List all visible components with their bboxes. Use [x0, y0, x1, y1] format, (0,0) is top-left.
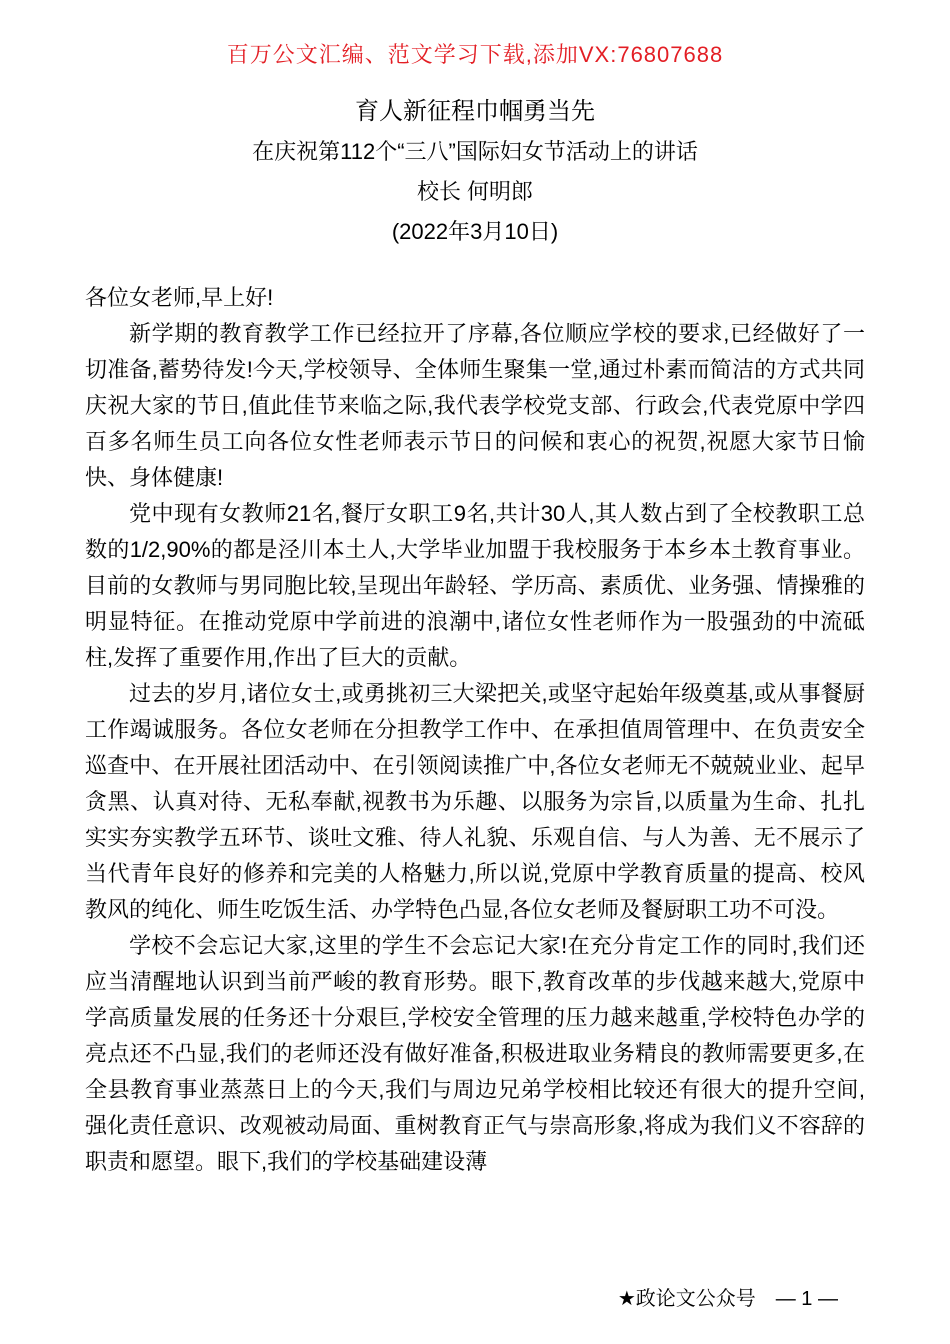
- doc-title: 育人新征程巾帼勇当先: [355, 98, 595, 125]
- footer-brand: ★政论文公众号: [617, 1288, 756, 1310]
- salutation-line: 各位女老师,早上好!: [85, 285, 274, 310]
- speech-body: [85, 280, 865, 1180]
- doc-subtitle: 在庆祝第112个“三八”国际妇女节活动上的讲话: [252, 139, 698, 164]
- body-paragraph: 过去的岁月,诸位女士,或勇挑初三大梁把关,或坚守起始年级奠基,或从事餐厨工作竭诚服务。各位女老师在分担教学工作中、在承担值周管理中、在负责安全巡查中、在开展社团活动中、在引领阅读推广中,各位女老师无不兢兢业业、起早贪黑、认真对待、无私奉献,视教书为乐趣、以服务为宗旨,以质量为生命、扎扎实实夯实教学五环节、谈吐文雅、待人礼貌、乐观自信、与人为善、无不展示了当代青年良好的修养和完美的人格魅力,所以说,党原中学教育质量的提高、校风教风的纯化、师生吃饭生活、办学特色凸显,各位女老师及餐厨职工功不可没。: [85, 681, 865, 922]
- title-block: [0, 92, 950, 252]
- promo-banner: 百万公文汇编、范文学习下载,添加VX:76807688: [226, 42, 724, 67]
- body-paragraph: 学校不会忘记大家,这里的学生不会忘记大家!在充分肯定工作的同时,我们还应当清醒地认识到当前严峻的教育形势。眼下,教育改革的步伐越来越大,党原中学高质量发展的任务还十分艰巨,学校安全管理的压力越来越重,学校特色办学的亮点还不凸显,我们的老师还没有做好准备,积极进取业务精良的教师需要更多,在全县教育事业蒸蒸日上的今天,我们与周边兄弟学校相比较还有很大的提升空间,强化责任意识、改观被动局面、重树教育正气与崇高形象,将成为我们义不容辞的职责和愿望。眼下,我们的学校基础建设薄: [85, 933, 865, 1174]
- speaker-line: 校长 何明郎: [416, 179, 534, 204]
- date-line: (2022年3月10日): [391, 219, 559, 244]
- body-paragraph: 新学期的教育教学工作已经拉开了序幕,各位顺应学校的要求,已经做好了一切准备,蓄势待发!今天,学校领导、全体师生聚集一堂,通过朴素而简洁的方式共同庆祝大家的节日,值此佳节来临之际,我代表学校党支部、行政会,代表党原中学四百多名师生员工向各位女性老师表示节日的问候和衷心的祝贺,祝愿大家节日愉快、身体健康!: [85, 321, 865, 490]
- page-number: — 1 —: [775, 1288, 838, 1310]
- body-paragraph: 党中现有女教师21名,餐厅女职工9名,共计30人,其人数占到了全校教职工总数的1/2,90%的都是泾川本土人,大学毕业加盟于我校服务于本乡本土教育事业。目前的女教师与男同胞比较,呈现出年龄轻、学历高、素质优、业务强、情操雅的明显特征。在推动党原中学前进的浪潮中,诸位女性老师作为一股强劲的中流砥柱,发挥了重要作用,作出了巨大的贡献。: [85, 501, 865, 670]
- page-footer: [618, 1286, 838, 1312]
